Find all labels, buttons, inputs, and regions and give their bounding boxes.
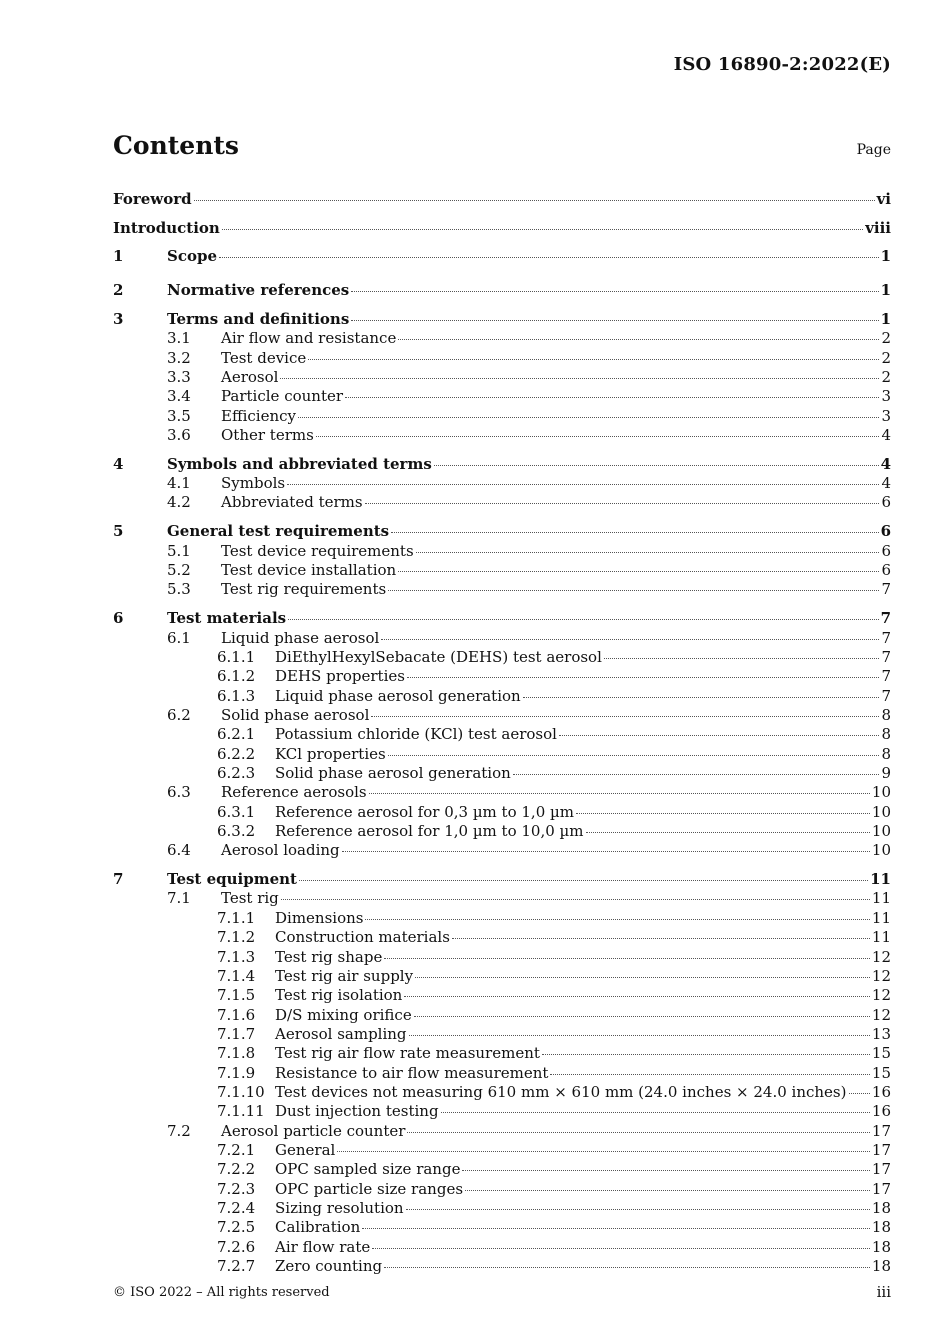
toc-entry-page: 12 [871, 986, 891, 1005]
toc-entry-page: 11 [871, 928, 891, 947]
toc-entry-page: 8 [881, 705, 891, 724]
toc-entry-title: Aerosol [221, 367, 279, 386]
toc-dot-leader [407, 1121, 869, 1136]
toc-dot-leader [381, 628, 879, 643]
toc-entry-number: 4.2 [167, 493, 191, 512]
toc-entry[interactable] [113, 541, 891, 560]
toc-dot-leader [849, 1082, 870, 1097]
toc-dot-leader [550, 1063, 869, 1078]
toc-entry[interactable] [113, 1043, 891, 1062]
toc-entry-number: 6.2.1 [217, 725, 256, 744]
toc-entry-number: 7.2.6 [217, 1237, 256, 1256]
toc-dot-leader [465, 1179, 870, 1194]
toc-entry-page: 17 [871, 1121, 891, 1140]
toc-entry-page: 10 [871, 802, 891, 821]
toc-entry[interactable] [113, 348, 891, 367]
toc-entry-number: 7.2.5 [217, 1218, 256, 1237]
toc-dot-leader [542, 1043, 870, 1058]
toc-entry-title: Liquid phase aerosol [221, 628, 380, 647]
toc-entry-title: D/S mixing orifice [275, 1005, 412, 1024]
page-number: iii [876, 1283, 891, 1301]
table-of-contents [113, 185, 891, 1275]
toc-dot-leader [404, 985, 870, 1000]
toc-entry-number: 5.1 [167, 541, 191, 560]
toc-entry-page: 16 [871, 1082, 891, 1101]
toc-entry-title: Test rig air supply [275, 966, 414, 985]
contents-heading: Contents [113, 131, 240, 160]
toc-dot-leader [342, 840, 870, 855]
toc-entry[interactable] [113, 328, 891, 347]
toc-entry-number: 2 [113, 281, 124, 299]
toc-entry-page: 6 [881, 560, 891, 579]
toc-entry-title: Test device requirements [221, 541, 414, 560]
toc-entry-number: 7.1.4 [217, 966, 256, 985]
toc-entry[interactable] [113, 608, 891, 627]
toc-entry-page: 7 [881, 580, 891, 599]
toc-entry[interactable] [113, 628, 891, 647]
toc-entry-number: 5.2 [167, 560, 191, 579]
toc-entry[interactable] [113, 521, 891, 540]
toc-entry[interactable] [113, 1159, 891, 1178]
toc-dot-leader [287, 473, 879, 488]
toc-entry-title: Symbols [221, 474, 286, 493]
toc-entry-title: Test device installation [221, 560, 397, 579]
toc-dot-leader [298, 406, 879, 421]
toc-entry-page: 7 [881, 628, 891, 647]
toc-entry[interactable] [113, 1198, 891, 1217]
toc-dot-leader [371, 705, 879, 720]
toc-entry-title: Terms and definitions [167, 309, 350, 328]
toc-entry[interactable] [113, 985, 891, 1004]
toc-entry-title: General [275, 1140, 336, 1159]
toc-entry-number: 6.2 [167, 705, 191, 724]
toc-entry-page: 3 [881, 387, 891, 406]
toc-entry-number: 5 [113, 522, 124, 541]
toc-entry-title: General test requirements [167, 522, 390, 541]
toc-entry-page: 10 [871, 821, 891, 840]
toc-dot-leader [559, 724, 880, 739]
toc-entry[interactable] [113, 492, 891, 511]
toc-entry-page: 12 [871, 947, 891, 966]
toc-entry-number: 3.3 [167, 367, 191, 386]
toc-entry-number: 3 [113, 309, 124, 328]
toc-dot-leader [452, 927, 870, 942]
toc-entry-number: 7.2.2 [217, 1160, 256, 1179]
toc-entry[interactable] [113, 908, 891, 927]
toc-entry-page: 1 [880, 309, 891, 328]
toc-dot-leader [365, 908, 869, 923]
toc-entry[interactable] [113, 888, 891, 907]
toc-dot-leader [351, 309, 878, 324]
toc-dot-leader [288, 608, 878, 623]
toc-dot-leader [219, 246, 879, 261]
toc-dot-leader [222, 218, 863, 233]
toc-entry[interactable] [113, 666, 891, 685]
toc-dot-leader [369, 782, 870, 797]
toc-entry-number: 7.2.1 [217, 1140, 256, 1159]
toc-entry-number: 5.3 [167, 580, 191, 599]
toc-entry-page: 3 [881, 406, 891, 425]
toc-dot-leader [345, 386, 879, 401]
toc-entry-title: Dust injection testing [275, 1102, 439, 1121]
toc-entry[interactable] [113, 1256, 891, 1275]
toc-entry-page: 18 [871, 1257, 891, 1275]
toc-entry-page: 1 [880, 281, 891, 299]
toc-entry[interactable] [113, 1024, 891, 1043]
toc-entry-number: 7.1.9 [217, 1063, 256, 1082]
toc-entry-number: 7.1.2 [217, 928, 256, 947]
toc-entry-page: 11 [871, 908, 891, 927]
toc-entry[interactable] [113, 821, 891, 840]
toc-dot-leader [316, 425, 880, 440]
toc-dot-leader [416, 541, 880, 556]
toc-dot-leader [406, 1198, 870, 1213]
toc-entry-title: Air flow and resistance [221, 329, 397, 348]
toc-entry-title: Particle counter [221, 387, 344, 406]
toc-entry[interactable] [113, 242, 891, 271]
toc-dot-leader [462, 1159, 869, 1174]
toc-entry-number: 3.5 [167, 406, 191, 425]
toc-entry-page: 6 [881, 493, 891, 512]
toc-entry-page: 18 [871, 1218, 891, 1237]
toc-entry-title: Test equipment [167, 870, 297, 889]
toc-entry-page: 1 [880, 247, 891, 265]
toc-entry-number: 7.1.11 [217, 1102, 265, 1121]
toc-entry[interactable] [113, 280, 891, 299]
toc-entry-number: 6.1.1 [217, 647, 256, 666]
toc-entry-page: 15 [871, 1063, 891, 1082]
toc-dot-leader [362, 1217, 870, 1232]
toc-entry[interactable] [113, 367, 891, 386]
toc-entry-number: 6.4 [167, 841, 191, 860]
toc-entry-title: Test devices not measuring 610 mm × 610 mm (24.0 inches × 24.0 inches) [275, 1082, 847, 1101]
toc-entry-page: 6 [881, 541, 891, 560]
toc-entry-title: OPC sampled size range [275, 1160, 461, 1179]
toc-entry[interactable] [113, 473, 891, 492]
toc-entry-page: 18 [871, 1237, 891, 1256]
copyright-notice: © ISO 2022 – All rights reserved [113, 1285, 330, 1300]
toc-entry[interactable] [113, 1179, 891, 1198]
toc-entry-title: Calibration [275, 1218, 361, 1237]
toc-entry-title: DEHS properties [275, 667, 405, 686]
toc-dot-leader [388, 579, 879, 594]
toc-entry-title: Solid phase aerosol generation [275, 763, 511, 782]
toc-entry-page: 17 [871, 1179, 891, 1198]
toc-dot-leader [365, 492, 880, 507]
toc-entry-page: 11 [871, 889, 891, 908]
toc-entry-page: 17 [871, 1140, 891, 1159]
toc-entry[interactable] [113, 406, 891, 425]
toc-entry-title: Reference aerosol for 1,0 µm to 10,0 µm [275, 821, 584, 840]
toc-entry[interactable] [113, 1217, 891, 1236]
toc-entry-number: 7.1.6 [217, 1005, 256, 1024]
toc-dot-leader [409, 1024, 870, 1039]
toc-dot-leader [337, 1140, 870, 1155]
toc-entry-page: 8 [881, 725, 891, 744]
toc-entry-title: Sizing resolution [275, 1198, 404, 1217]
toc-entry-number: 7.1.8 [217, 1044, 256, 1063]
toc-dot-leader [576, 802, 870, 817]
toc-dot-leader [308, 348, 879, 363]
toc-entry[interactable] [113, 309, 891, 328]
toc-entry-number: 7.2.3 [217, 1179, 256, 1198]
toc-dot-leader [384, 1256, 870, 1271]
toc-entry[interactable] [113, 705, 891, 724]
toc-dot-leader [414, 1005, 870, 1020]
toc-entry[interactable] [113, 802, 891, 821]
toc-dot-leader [388, 744, 880, 759]
toc-entry[interactable] [113, 686, 891, 705]
toc-entry-page: viii [865, 218, 891, 237]
toc-entry-page: 7 [880, 609, 891, 628]
toc-entry-title: Normative references [167, 281, 350, 299]
toc-dot-leader [441, 1101, 870, 1116]
toc-entry-number: 6.3.1 [217, 802, 256, 821]
toc-entry[interactable] [113, 425, 891, 444]
toc-entry-number: 4 [113, 454, 124, 473]
toc-entry-page: 6 [880, 522, 891, 541]
toc-entry-page: 18 [871, 1198, 891, 1217]
toc-entry[interactable] [113, 1005, 891, 1024]
toc-dot-leader [398, 328, 879, 343]
toc-entry-title: Resistance to air flow measurement [275, 1063, 549, 1082]
toc-entry[interactable] [113, 214, 891, 243]
toc-entry-page: 4 [881, 425, 891, 444]
toc-entry-page: 4 [881, 474, 891, 493]
toc-entry-title: Scope [167, 247, 218, 265]
toc-dot-leader [351, 280, 878, 295]
toc-dot-leader [398, 560, 879, 575]
toc-entry-number: 7.1.1 [217, 908, 256, 927]
toc-entry[interactable] [113, 579, 891, 598]
toc-entry[interactable] [113, 1101, 891, 1120]
toc-entry-title: Air flow rate [275, 1237, 371, 1256]
toc-entry[interactable] [113, 647, 891, 666]
toc-dot-leader [391, 521, 878, 536]
toc-entry-page: 8 [881, 744, 891, 763]
toc-entry-title: Symbols and abbreviated terms [167, 454, 432, 473]
toc-entry[interactable] [113, 927, 891, 946]
toc-entry-title: Test rig [221, 889, 279, 908]
toc-entry-title: Test device [221, 348, 307, 367]
toc-dot-leader [281, 888, 870, 903]
toc-entry[interactable] [113, 782, 891, 801]
toc-entry-page: 12 [871, 1005, 891, 1024]
toc-entry-number: 1 [113, 247, 124, 265]
toc-entry-page: 7 [881, 647, 891, 666]
toc-entry-title: Construction materials [275, 928, 450, 947]
toc-entry-number: 7.1.7 [217, 1024, 256, 1043]
toc-entry-number: 6.1 [167, 628, 191, 647]
toc-entry-number: 7.1.10 [217, 1082, 265, 1101]
toc-entry[interactable] [113, 1063, 891, 1082]
toc-entry-title: Introduction [113, 218, 220, 237]
toc-entry[interactable] [113, 947, 891, 966]
toc-entry-title: Abbreviated terms [221, 493, 363, 512]
toc-entry-number: 4.1 [167, 474, 191, 493]
toc-entry-number: 7.1.3 [217, 947, 256, 966]
toc-entry-number: 3.2 [167, 348, 191, 367]
toc-entry-title: Aerosol particle counter [221, 1121, 406, 1140]
toc-entry-number: 6.1.2 [217, 667, 256, 686]
toc-dot-leader [586, 821, 870, 836]
toc-entry-title: Dimensions [275, 908, 364, 927]
toc-entry-number: 6.2.3 [217, 763, 256, 782]
toc-entry-number: 7 [113, 870, 124, 889]
toc-entry[interactable] [113, 185, 891, 214]
toc-entry-page: 17 [871, 1160, 891, 1179]
toc-entry-page: 15 [871, 1044, 891, 1063]
toc-entry-page: 12 [871, 966, 891, 985]
toc-entry-number: 7.2.7 [217, 1257, 256, 1275]
toc-entry-title: Foreword [113, 190, 192, 208]
toc-entry-number: 6.3 [167, 783, 191, 802]
toc-entry[interactable] [113, 1121, 891, 1140]
toc-entry-number: 6.2.2 [217, 744, 256, 763]
toc-entry-page: 2 [881, 348, 891, 367]
toc-entry-title: Test rig isolation [275, 986, 403, 1005]
toc-entry-page: 4 [880, 454, 891, 473]
toc-entry-title: Aerosol loading [221, 841, 340, 860]
toc-entry[interactable] [113, 724, 891, 743]
toc-entry[interactable] [113, 869, 891, 888]
toc-dot-leader [299, 869, 868, 884]
toc-entry-page: 2 [881, 367, 891, 386]
toc-entry-number: 3.6 [167, 425, 191, 444]
toc-entry-title: Potassium chloride (KCl) test aerosol [275, 725, 557, 744]
toc-entry-number: 7.2.4 [217, 1198, 256, 1217]
toc-dot-leader [415, 966, 870, 981]
toc-dot-leader [372, 1237, 870, 1252]
toc-entry[interactable] [113, 386, 891, 405]
toc-entry-page: 13 [871, 1024, 891, 1043]
toc-dot-leader [194, 189, 875, 204]
toc-entry-number: 7.2 [167, 1121, 191, 1140]
document-id: ISO 16890-2:2022(E) [673, 54, 891, 75]
toc-entry-title: Test rig air flow rate measurement [275, 1044, 540, 1063]
toc-entry-page: vi [876, 190, 891, 208]
toc-dot-leader [434, 454, 879, 469]
toc-entry[interactable] [113, 840, 891, 859]
toc-entry-number: 7.1 [167, 889, 191, 908]
toc-entry[interactable] [113, 560, 891, 579]
toc-entry-page: 7 [881, 686, 891, 705]
toc-entry-number: 3.4 [167, 387, 191, 406]
toc-entry-title: Zero counting [275, 1257, 383, 1275]
toc-entry-title: DiEthylHexylSebacate (DEHS) test aerosol [275, 647, 602, 666]
toc-dot-leader [604, 647, 880, 662]
toc-entry-title: Reference aerosols [221, 783, 367, 802]
toc-entry-page: 10 [871, 783, 891, 802]
toc-entry-title: KCl properties [275, 744, 386, 763]
toc-entry-title: Aerosol sampling [275, 1024, 407, 1043]
toc-dot-leader [513, 763, 880, 778]
toc-entry[interactable] [113, 744, 891, 763]
toc-entry-title: Solid phase aerosol [221, 705, 370, 724]
toc-entry-title: Reference aerosol for 0,3 µm to 1,0 µm [275, 802, 574, 821]
toc-entry-page: 9 [881, 763, 891, 782]
toc-entry-page: 2 [881, 329, 891, 348]
toc-entry-page: 7 [881, 667, 891, 686]
toc-entry-number: 6.1.3 [217, 686, 256, 705]
toc-dot-leader [523, 686, 880, 701]
toc-entry-title: Test rig requirements [221, 580, 387, 599]
toc-entry-title: OPC particle size ranges [275, 1179, 464, 1198]
toc-entry-title: Test materials [167, 609, 287, 628]
toc-entry[interactable] [113, 1082, 891, 1101]
toc-entry-page: 11 [870, 870, 891, 889]
toc-entry-number: 3.1 [167, 329, 191, 348]
toc-entry-title: Liquid phase aerosol generation [275, 686, 521, 705]
toc-dot-leader [280, 367, 879, 382]
toc-entry[interactable] [113, 1140, 891, 1159]
toc-dot-leader [384, 947, 870, 962]
toc-entry[interactable] [113, 1237, 891, 1256]
toc-entry-number: 7.1.5 [217, 986, 256, 1005]
toc-entry[interactable] [113, 966, 891, 985]
toc-entry-page: 10 [871, 841, 891, 860]
toc-entry[interactable] [113, 454, 891, 473]
page-column-label: Page [856, 142, 891, 158]
toc-entry-number: 6.3.2 [217, 821, 256, 840]
toc-entry-title: Other terms [221, 425, 314, 444]
toc-entry-number: 6 [113, 609, 124, 628]
toc-entry-title: Efficiency [221, 406, 297, 425]
toc-dot-leader [407, 666, 879, 681]
toc-entry-title: Test rig shape [275, 947, 383, 966]
toc-entry[interactable] [113, 763, 891, 782]
toc-entry-page: 16 [871, 1102, 891, 1121]
